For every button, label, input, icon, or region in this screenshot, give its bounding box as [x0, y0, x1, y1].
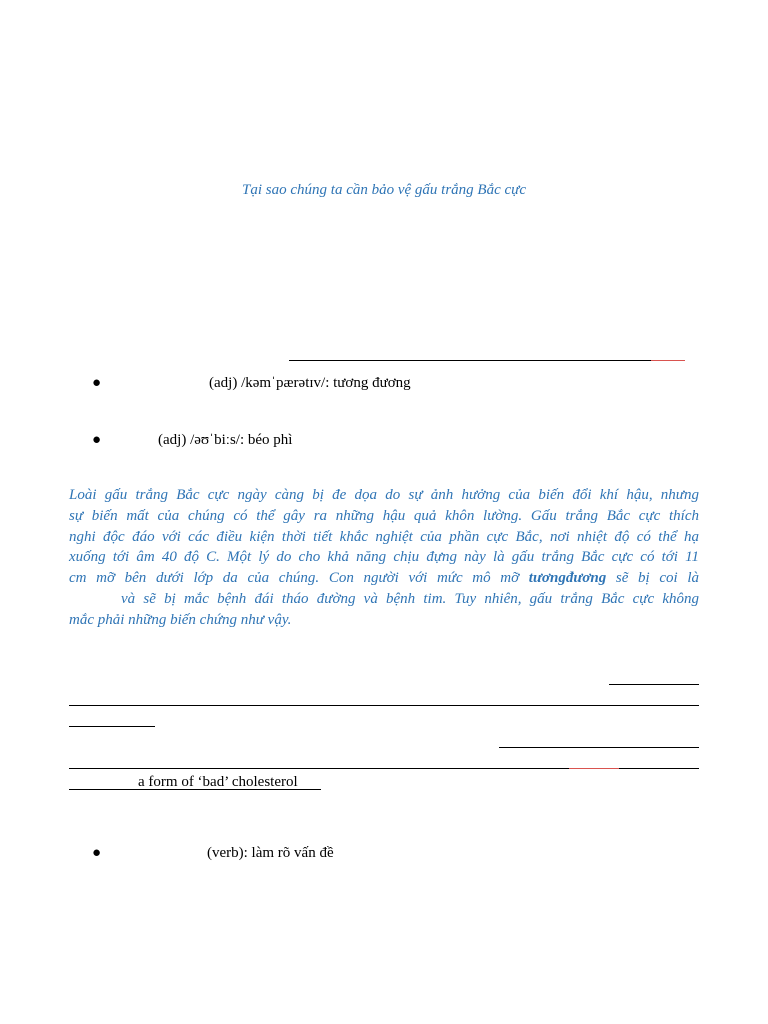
- answer-line-red-segment: [651, 360, 685, 361]
- answer-line: [69, 768, 569, 769]
- paragraph-text: cm mỡ bên dưới lớp da của chúng. Con người với mức mô mỡ: [69, 570, 529, 587]
- paragraph-line: [69, 568, 699, 589]
- highlighted-word: tươngđương: [528, 570, 607, 587]
- answer-line: [69, 726, 155, 727]
- answer-line: [499, 747, 699, 748]
- paragraph-line: nghi độc đáo với các điều kiện thời tiết khắc nghiệt của phần cực Bắc, nơi nhiệt độ có thể hạ: [69, 528, 699, 545]
- paragraph-line: sự biến mất của chúng có thể gây ra những hậu quả khôn lường. Gấu trắng Bắc cực thích: [69, 507, 699, 524]
- vocab-item-comparative: (adj) /kəmˈpærətɪv/: tương đương: [209, 375, 411, 391]
- paragraph-line: mắc phải những biến chứng như vậy.: [69, 611, 292, 628]
- paragraph-line: [69, 589, 699, 610]
- paragraph-line: Loài gấu trắng Bắc cực ngày càng bị đe dọa do sự ảnh hưởng của biến đổi khí hậu, nhưng: [69, 487, 699, 503]
- answer-line: [609, 684, 699, 685]
- vocab-item-obese: (adj) /əʊˈbiːs/: béo phì: [158, 432, 293, 448]
- cholesterol-definition: a form of ‘bad’ cholesterol: [138, 774, 298, 790]
- paragraph-text: và sẽ bị mắc bệnh đái tháo đường và bệnh tim. Tuy nhiên, gấu trắng Bắc cực không: [121, 590, 699, 607]
- body-paragraph: [69, 485, 699, 631]
- paragraph-text: sẽ bị coi là: [606, 570, 700, 587]
- answer-line: [619, 768, 699, 769]
- answer-line-red-segment: [569, 768, 619, 769]
- bullet-dot: ●: [92, 432, 102, 448]
- bullet-dot: ●: [92, 375, 102, 391]
- answer-line: [289, 360, 651, 361]
- paragraph-line: xuống tới âm 40 độ C. Một lý do cho khả năng chịu đựng này là gấu trắng Bắc cực có tới 11: [69, 549, 699, 566]
- vocab-item-clarify: (verb): làm rõ vấn đề: [207, 845, 334, 861]
- answer-line: [69, 705, 699, 706]
- bullet-dot: ●: [92, 845, 102, 861]
- page-title: Tại sao chúng ta cần bảo vệ gấu trắng Bắc cực: [242, 182, 526, 198]
